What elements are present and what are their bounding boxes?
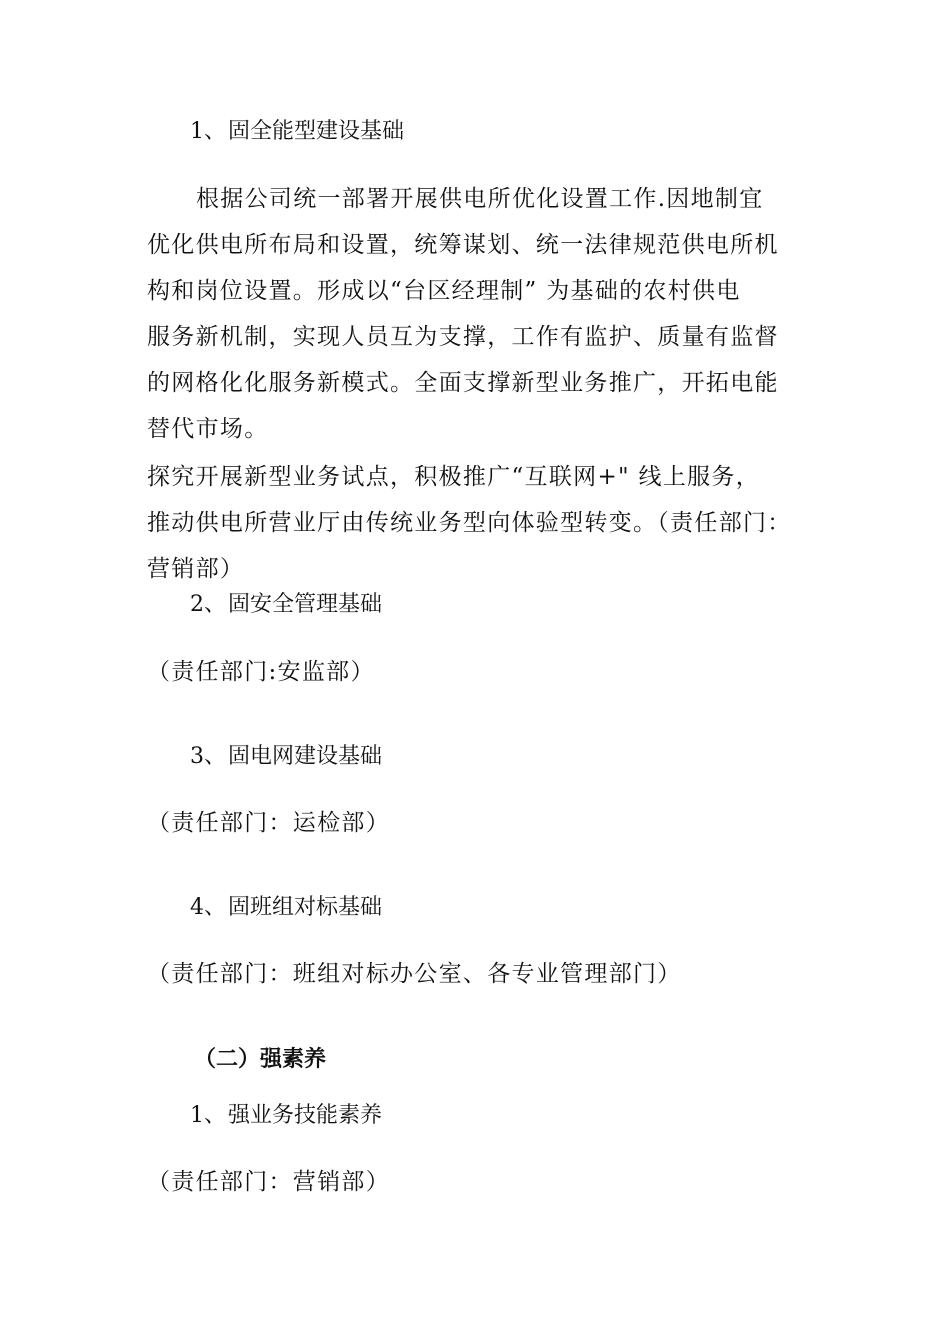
paragraph-line: 服务新机制，实现人员互为支撑，工作有监护、质量有监督 [147, 324, 779, 350]
paragraph-line: 替代市场。 [147, 416, 269, 442]
section-number: 1、 [190, 119, 226, 144]
paragraph-line: 优化供电所布局和设置，统筹谋划、统一法律规范供电所机 [147, 232, 779, 258]
paragraph-line: 根据公司统一部署开展供电所优化设置工作.因地制宜 [196, 186, 764, 212]
responsibility-note: （责任部门：班组对标办公室、各专业管理部门） [147, 961, 682, 987]
responsibility-note: （责任部门:安监部） [147, 659, 375, 685]
section-number: 2、 [190, 592, 226, 617]
paragraph-line: 的网格化化服务新模式。全面支撑新型业务推广，开拓电能 [147, 370, 779, 396]
section-title: 固全能型建设基础 [228, 119, 405, 144]
section-number: 3、 [190, 744, 226, 769]
section-heading-2 [190, 590, 382, 620]
chapter-heading: （二）强素养 [194, 1047, 327, 1072]
paragraph-line: 探究开展新型业务试点，积极推广“互联网+" 线上服务， [147, 464, 761, 490]
paragraph-line: 推动供电所营业厅由传统业务型向体验型转变。（责任部门： [147, 510, 792, 536]
section-number: 1、 [190, 1103, 226, 1128]
paragraph-line: 构和岗位设置。形成以“台区经理制” 为基础的农村供电 [147, 278, 741, 304]
section-heading-2-1 [190, 1101, 382, 1131]
section-heading-1 [190, 117, 404, 147]
section-title: 固安全管理基础 [228, 592, 383, 617]
section-title: 强业务技能素养 [228, 1103, 383, 1128]
section-heading-4 [190, 893, 382, 923]
section-title: 固电网建设基础 [228, 744, 383, 769]
paragraph-line: 营销部） [147, 556, 245, 582]
section-number: 4、 [190, 895, 226, 920]
section-title: 固班组对标基础 [228, 895, 383, 920]
responsibility-note: （责任部门：营销部） [147, 1169, 390, 1195]
responsibility-note: （责任部门：运检部） [147, 810, 390, 836]
section-heading-3 [190, 742, 382, 772]
